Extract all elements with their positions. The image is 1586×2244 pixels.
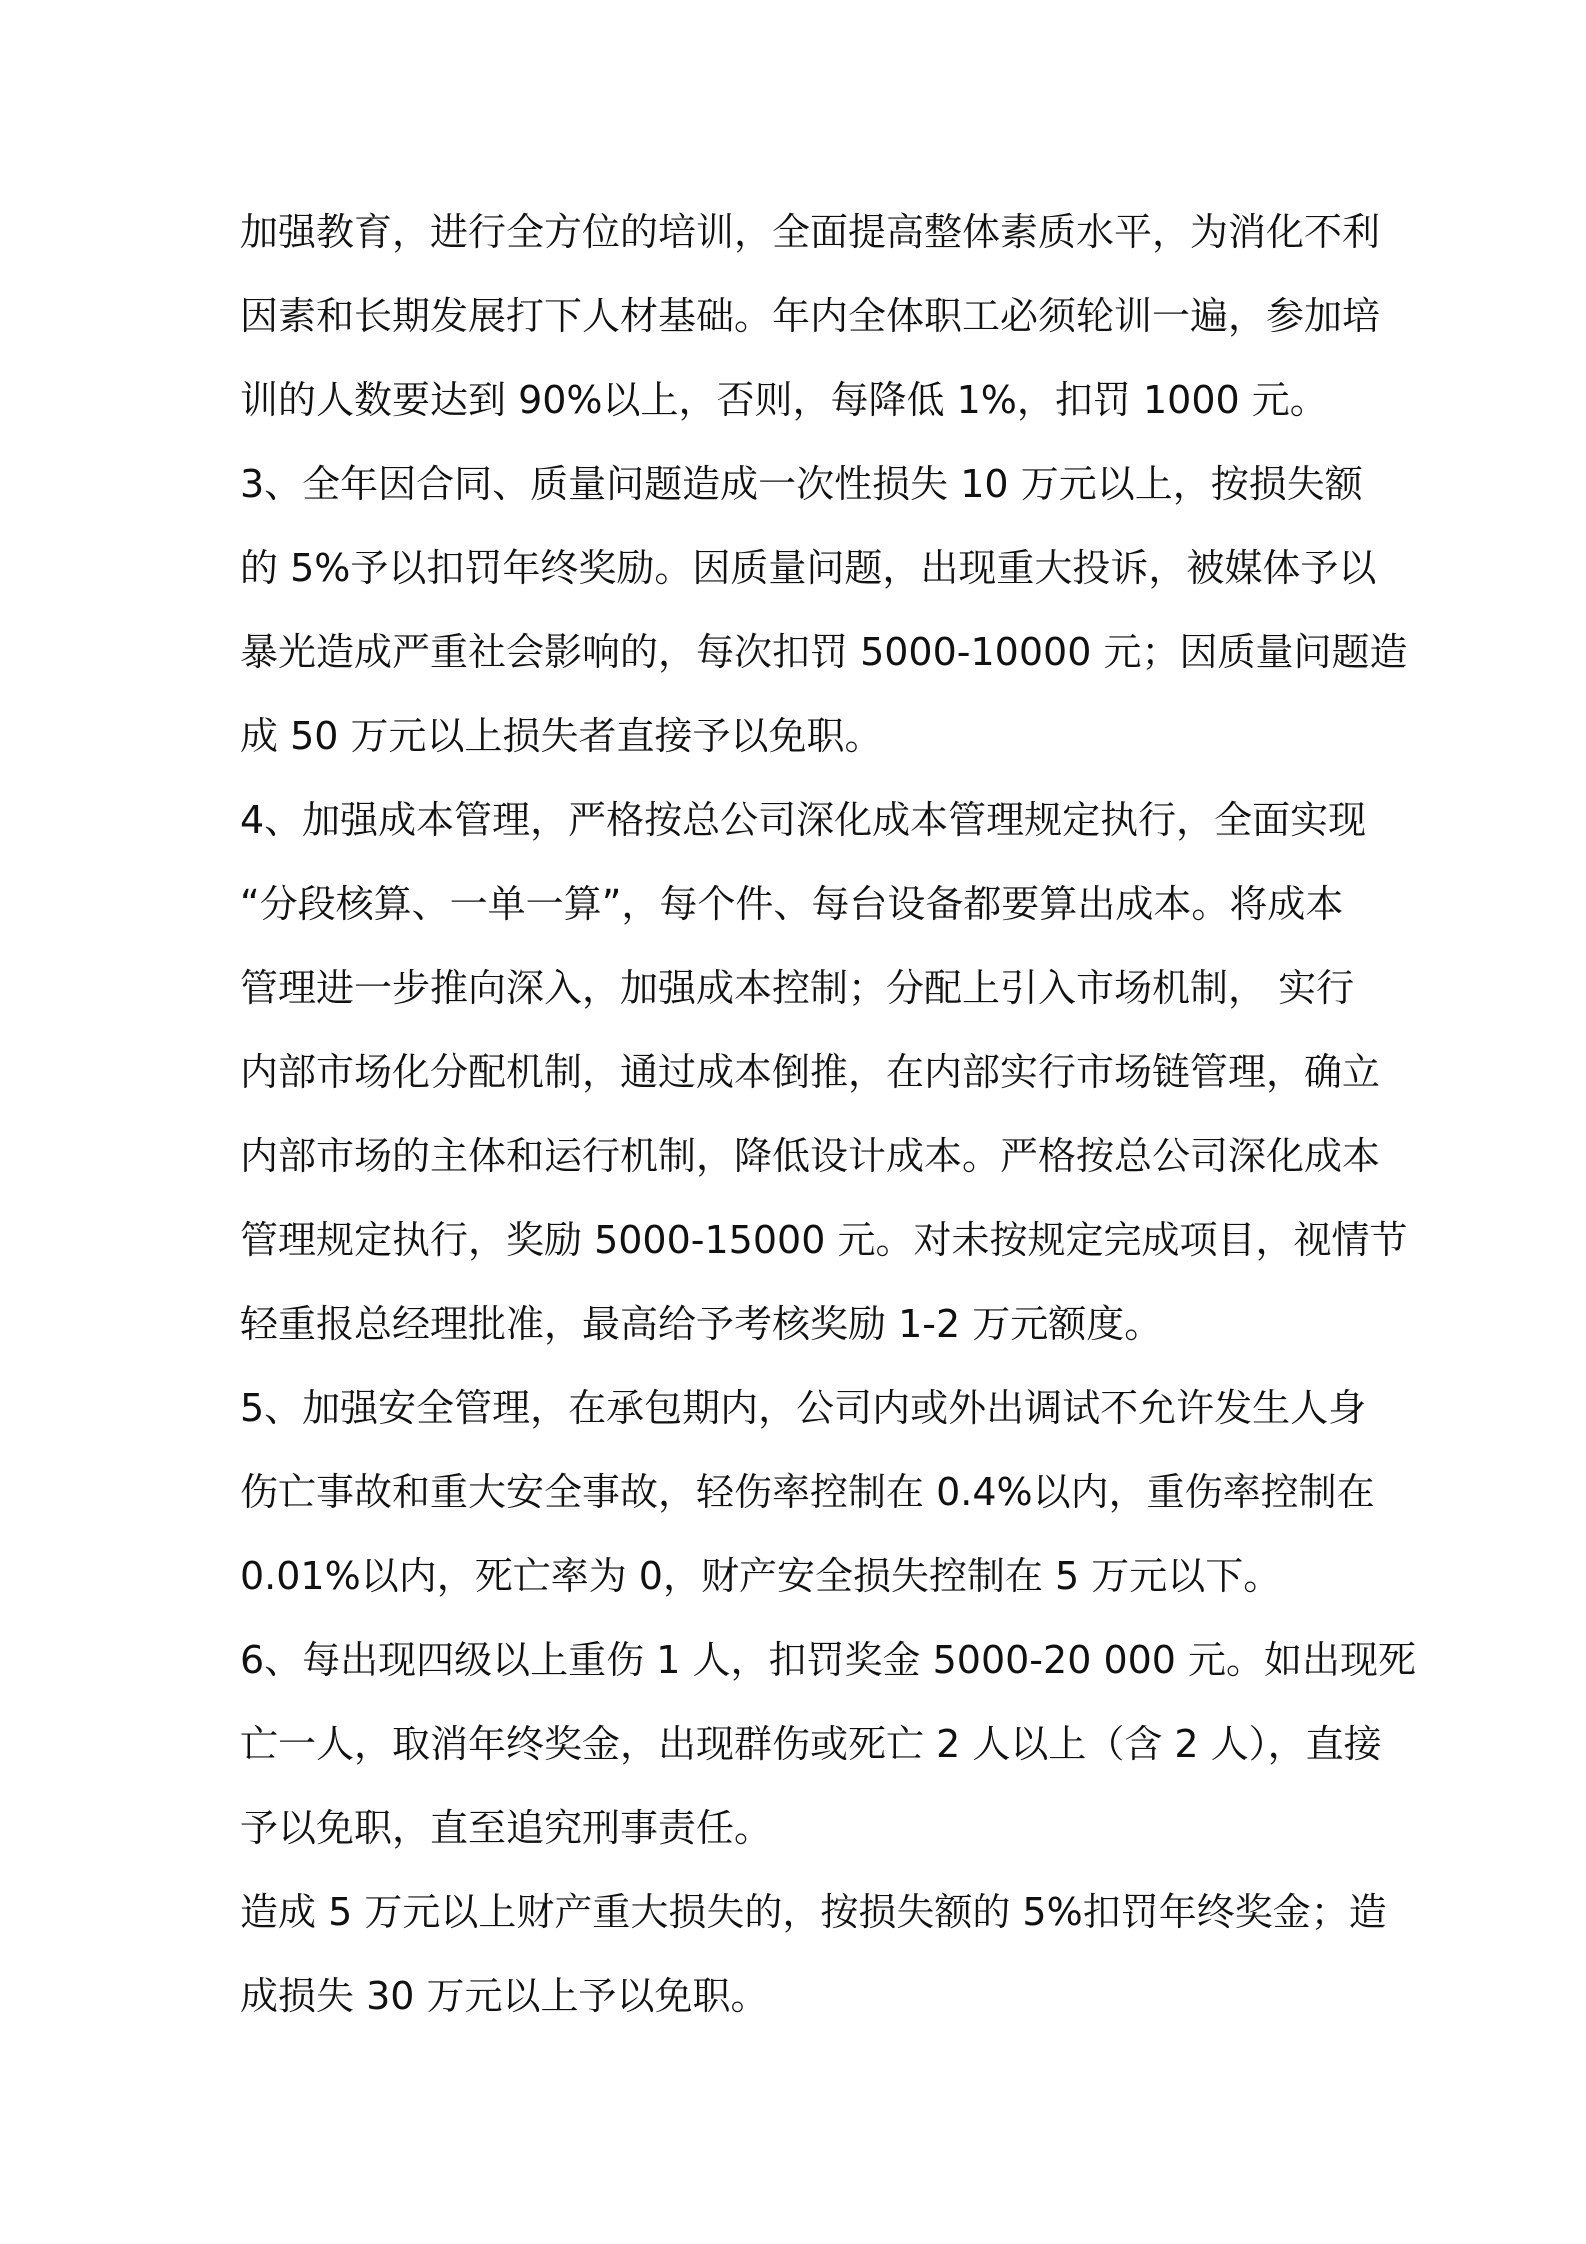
text-line: 暴光造成严重社会影响的，每次扣罚 5000-10000 元；因质量问题造 xyxy=(240,630,1408,674)
text-line: 成 50 万元以上损失者直接予以免职。 xyxy=(240,714,883,758)
text-line: 0.01%以内，死亡率为 0，财产安全损失控制在 5 万元以下。 xyxy=(240,1554,1282,1598)
text-line: 轻重报总经理批准，最高给予考核奖励 1-2 万元额度。 xyxy=(240,1302,1163,1346)
text-line: 的 5%予以扣罚年终奖励。因质量问题，出现重大投诉，被媒体予以 xyxy=(240,546,1377,590)
text-line: 4、加强成本管理，严格按总公司深化成本管理规定执行，全面实现 xyxy=(240,798,1367,842)
text-line: 内部市场的主体和运行机制，降低设计成本。严格按总公司深化成本 xyxy=(240,1134,1381,1178)
text-line: 5、加强安全管理，在承包期内，公司内或外出调试不允许发生人身 xyxy=(240,1386,1367,1430)
text-line: 训的人数要达到 90%以上，否则，每降低 1%，扣罚 1000 元。 xyxy=(240,378,1328,422)
text-line: 因素和长期发展打下人材基础。年内全体职工必须轮训一遍，参加培 xyxy=(240,294,1381,338)
text-line: 加强教育，进行全方位的培训，全面提高整体素质水平，为消化不利 xyxy=(240,210,1381,254)
text-line: 管理进一步推向深入，加强成本控制；分配上引入市场机制， 实行 xyxy=(240,966,1355,1010)
text-line: “分段核算、一单一算”，每个件、每台设备都要算出成本。将成本 xyxy=(240,882,1344,926)
text-line: 6、每出现四级以上重伤 1 人，扣罚奖金 5000-20 000 元。如出现死 xyxy=(240,1638,1417,1682)
text-line: 3、全年因合同、质量问题造成一次性损失 10 万元以上，按损失额 xyxy=(240,462,1363,506)
text-line: 成损失 30 万元以上予以免职。 xyxy=(240,1974,769,2018)
document-body xyxy=(240,190,1417,2038)
text-line: 造成 5 万元以上财产重大损失的，按损失额的 5%扣罚年终奖金；造 xyxy=(240,1890,1387,1934)
text-line: 伤亡事故和重大安全事故，轻伤率控制在 0.4%以内，重伤率控制在 xyxy=(240,1470,1375,1514)
text-line: 内部市场化分配机制，通过成本倒推，在内部实行市场链管理，确立 xyxy=(240,1050,1381,1094)
text-line: 予以免职，直至追究刑事责任。 xyxy=(240,1806,773,1850)
text-line: 亡一人，取消年终奖金，出现群伤或死亡 2 人以上（含 2 人），直接 xyxy=(240,1722,1382,1766)
text-line: 管理规定执行，奖励 5000-15000 元。对未按规定完成项目，视情节 xyxy=(240,1218,1408,1262)
